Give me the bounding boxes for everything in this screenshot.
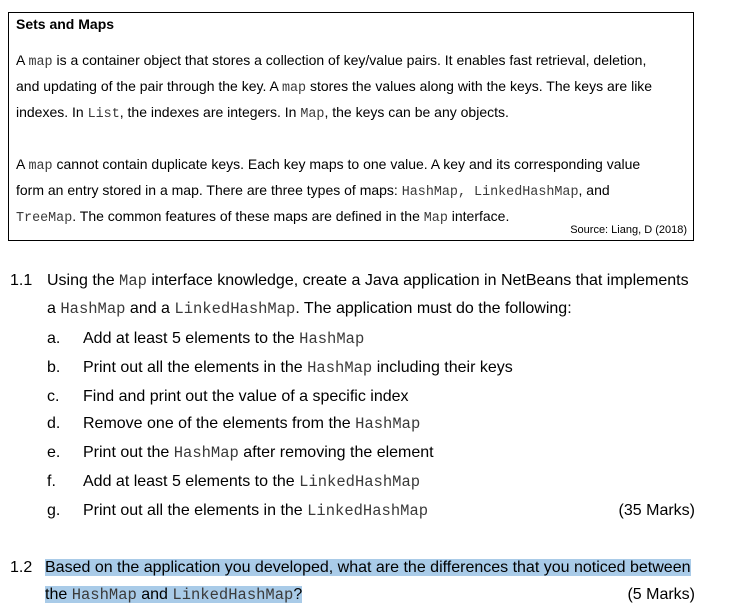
box-paragraph1-line1: A map is a container object that stores a collection of key/value pairs. It enables fast retrieval, deletion, (16, 52, 647, 70)
item-letter: d. (47, 415, 61, 432)
highlighted-text: Based on the application you developed, what are the differences that you noticed between (45, 559, 691, 576)
list-item: Find and print out the value of a specific index (83, 388, 409, 405)
question-1-1-number: 1.1 (10, 272, 33, 289)
list-item: Print out all the elements in the LinkedHashMap (83, 502, 429, 520)
list-item: Print out all the elements in the HashMap including their keys (83, 359, 513, 377)
question-1-1-line2: a HashMap and a LinkedHashMap. The application must do the following: (47, 300, 572, 318)
box-paragraph2-line2: form an entry stored in a map. There are three types of maps: HashMap, LinkedHashMap, and (16, 182, 610, 200)
item-letter: b. (47, 359, 61, 376)
highlighted-text: the HashMap and LinkedHashMap? (45, 586, 303, 604)
list-item: Print out the HashMap after removing the element (83, 444, 434, 462)
question-1-1-line1: Using the Map interface knowledge, create a Java application in NetBeans that implements (47, 272, 689, 290)
box-paragraph2-line1: A map cannot contain duplicate keys. Each key maps to one value. A key and its corresponding value (16, 156, 641, 174)
list-item: Add at least 5 elements to the LinkedHashMap (83, 473, 421, 491)
list-item: Add at least 5 elements to the HashMap (83, 330, 365, 348)
sets-and-maps-box (8, 12, 694, 241)
item-letter: g. (47, 502, 61, 519)
list-item: Remove one of the elements from the HashMap (83, 415, 421, 433)
item-letter: c. (47, 388, 60, 405)
box-paragraph2-line3: TreeMap. The common features of these maps are defined in the Map interface. (16, 208, 510, 226)
item-letter: f. (47, 473, 56, 490)
question-1-2-line2 (45, 586, 302, 604)
question-1-2-number: 1.2 (10, 559, 33, 576)
item-letter: e. (47, 444, 61, 461)
box-paragraph1-line3: indexes. In List, the indexes are integers. In Map, the keys can be any objects. (16, 104, 509, 122)
box-paragraph1-line2: and updating of the pair through the key. A map stores the values along with the keys. The keys are like (16, 78, 653, 96)
question-1-2-marks: (5 Marks) (627, 586, 695, 603)
question-1-2-line1 (45, 559, 691, 577)
item-letter: a. (47, 330, 61, 347)
source-citation: Source: Liang, D (2018) (570, 224, 687, 236)
box-title: Sets and Maps (16, 16, 115, 32)
question-1-1-marks: (35 Marks) (618, 502, 695, 519)
